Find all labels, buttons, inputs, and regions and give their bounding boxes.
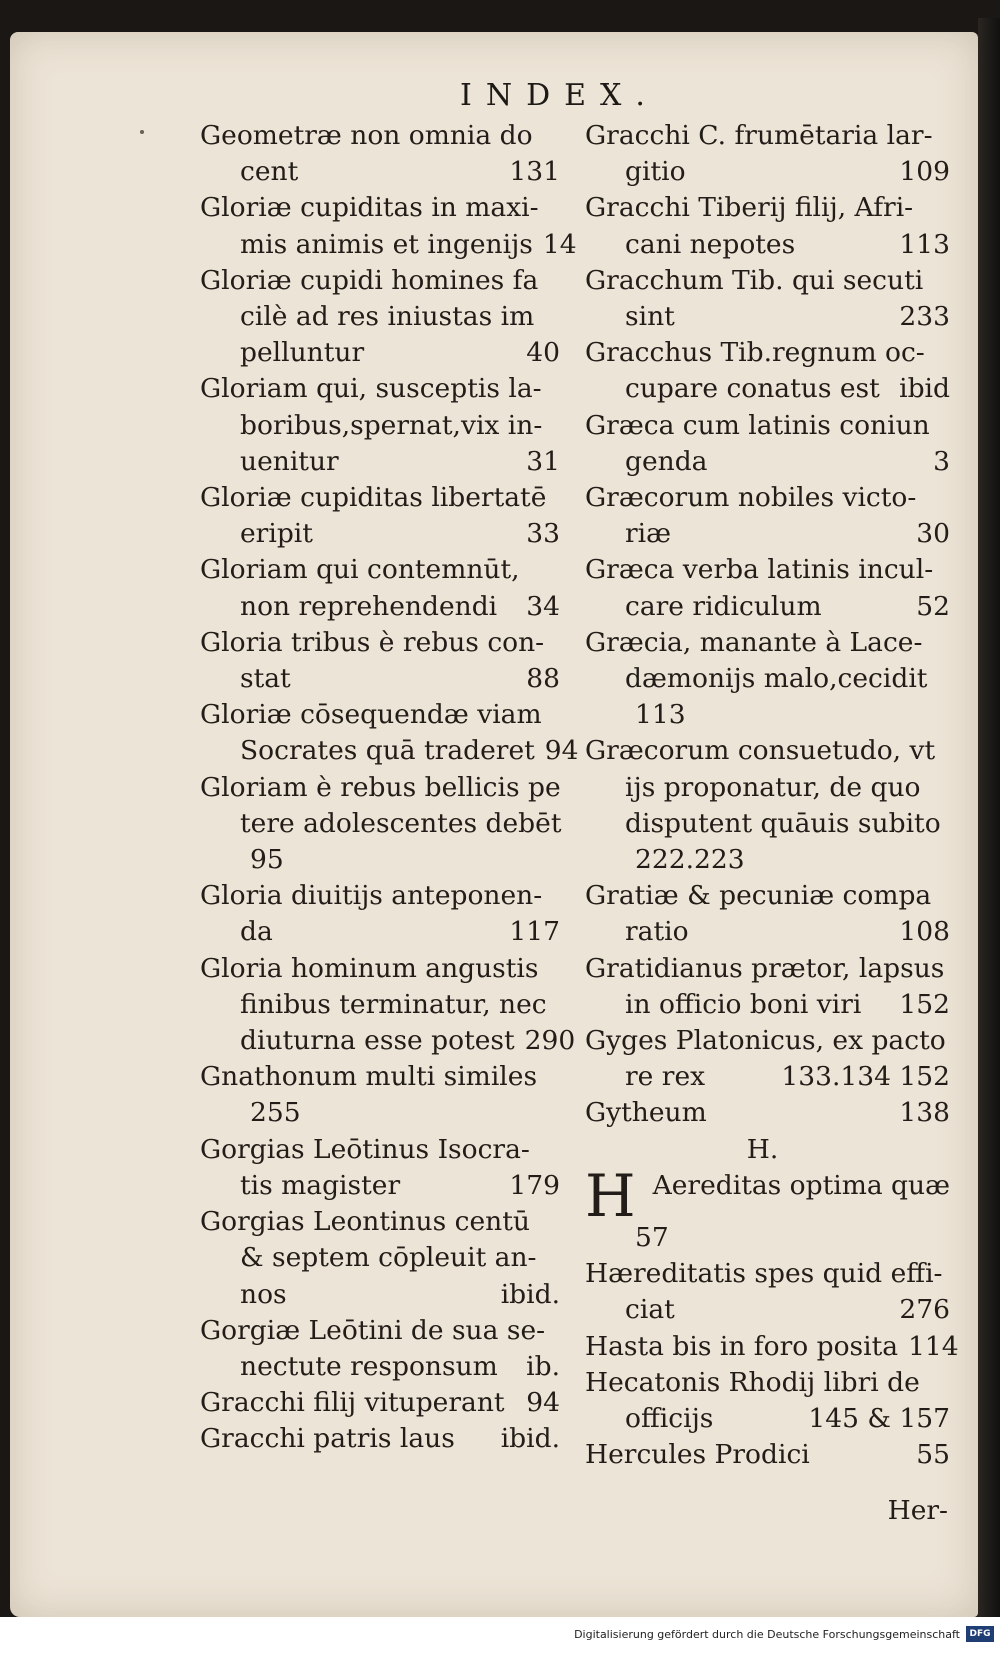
entry-text: cent	[240, 156, 299, 188]
page-reference: 255	[250, 1097, 301, 1129]
entry-text: ijs proponatur, de quo	[625, 771, 921, 803]
entry-text: Gnathonum multi similes	[200, 1061, 538, 1093]
page-reference: 109	[899, 156, 950, 188]
page-reference: 14	[542, 228, 577, 260]
entry-headword	[200, 118, 560, 154]
index-entry	[585, 1329, 959, 1365]
index-entry	[200, 190, 577, 262]
page-reference: 276	[899, 1294, 950, 1326]
entry-text: officijs	[625, 1402, 714, 1434]
entry-headword	[585, 625, 950, 661]
entry-headword	[200, 1204, 560, 1240]
entry-text: Græcia, manante à Lace-	[585, 626, 923, 658]
entry-text: Gracchi Tiberij filij, Afri-	[585, 192, 914, 224]
index-entry	[200, 118, 560, 190]
entry-headword	[200, 1059, 560, 1095]
index-entry	[200, 1421, 560, 1457]
entry-continuation	[585, 987, 950, 1023]
drop-capital: H	[585, 1161, 636, 1230]
index-entry	[200, 625, 560, 697]
page-reference: 40	[526, 337, 560, 369]
page-reference: 113	[899, 228, 950, 260]
index-entry	[585, 190, 950, 262]
entry-text: ciat	[625, 1294, 675, 1326]
entry-headword	[200, 263, 560, 299]
index-entry	[585, 1161, 950, 1256]
index-entry	[200, 1059, 560, 1131]
page-reference: 290	[524, 1025, 576, 1057]
entry-text: cilè ad res iniustas im	[240, 301, 535, 333]
index-entry	[585, 408, 950, 480]
entry-headword	[200, 1421, 560, 1457]
index-entry	[200, 878, 560, 950]
entry-headword	[585, 263, 950, 299]
entry-continuation	[585, 589, 950, 625]
page-reference: 113	[635, 699, 686, 731]
entry-continuation	[585, 661, 950, 697]
entry-text: Gloria tribus è rebus con-	[200, 626, 545, 658]
index-entry	[200, 951, 576, 1060]
index-entry	[200, 1132, 560, 1204]
entry-continuation	[585, 154, 950, 190]
index-entry	[585, 1132, 950, 1168]
entry-headword	[585, 733, 950, 769]
entry-headword	[200, 552, 560, 588]
entry-text: Hæreditatis spes quid effi-	[585, 1258, 943, 1290]
entry-headword	[585, 480, 950, 516]
entry-continuation	[585, 697, 950, 733]
page-reference: 57	[635, 1221, 669, 1253]
index-entry	[585, 1365, 950, 1437]
entry-continuation	[585, 227, 950, 263]
entry-headword	[200, 480, 560, 516]
entry-continuation	[200, 516, 560, 552]
entry-text: Gloriæ cupidi homines fa	[200, 264, 539, 296]
index-entry	[200, 1385, 560, 1421]
entry-text: Socrates quā traderet	[240, 735, 535, 767]
ink-smudge	[140, 130, 144, 134]
entry-text: Gloria hominum angustis	[200, 952, 539, 984]
entry-text: mis animis et ingenijs	[240, 228, 533, 260]
entry-headword	[200, 1385, 560, 1421]
index-entry	[200, 371, 560, 480]
entry-text: Gloriam è rebus bellicis pe	[200, 771, 561, 803]
entry-text: ratio	[625, 916, 689, 948]
page-reference: 138	[899, 1097, 950, 1129]
page-reference: 55	[916, 1439, 950, 1471]
index-entry	[585, 733, 950, 878]
entry-text: Geometræ non omnia do	[200, 120, 533, 151]
page-reference: ibid.	[500, 1423, 560, 1455]
index-entry	[585, 552, 950, 624]
page-reference: ibid.	[500, 1278, 560, 1310]
entry-text: Hecatonis Rhodij libri de	[585, 1366, 920, 1398]
entry-continuation	[200, 589, 560, 625]
entry-text: non reprehendendi	[240, 590, 498, 622]
page-reference: 30	[916, 518, 950, 550]
page-reference: 3	[933, 445, 950, 477]
page-reference: 94	[544, 735, 579, 767]
index-entry	[585, 1023, 950, 1095]
entry-headword	[585, 335, 950, 371]
entry-text: Gorgias Leontinus centū	[200, 1206, 530, 1238]
page-reference: 117	[509, 916, 560, 948]
entry-text: Gytheum	[585, 1097, 707, 1129]
entry-text: Gloriæ cōsequendæ viam	[200, 699, 542, 731]
index-entry	[585, 263, 950, 335]
entry-text: Græcorum consuetudo, vt	[585, 735, 936, 767]
entry-headword	[585, 951, 950, 987]
index-entry	[200, 770, 560, 879]
entry-text: da	[240, 916, 273, 948]
entry-text: Gracchi filij vituperant	[200, 1387, 505, 1419]
entry-text: Gloriæ cupiditas libertatē	[200, 482, 547, 514]
entry-headword	[585, 878, 950, 914]
index-entry	[585, 951, 950, 1023]
footer-bar	[0, 1617, 1000, 1655]
entry-continuation	[585, 299, 950, 335]
entry-text: tere adolescentes debēt	[240, 807, 562, 839]
entry-text: boribus,spernat,vix in-	[240, 409, 543, 441]
entry-text: eripit	[240, 518, 313, 550]
entry-text: finibus terminatur, nec	[240, 988, 547, 1020]
entry-continuation	[585, 770, 950, 806]
entry-headword	[200, 625, 560, 661]
page-reference: 233	[899, 301, 950, 333]
entry-text: pelluntur	[240, 337, 365, 369]
page-reference: 133.134 152	[781, 1061, 950, 1093]
index-column-right	[585, 118, 959, 1473]
page-reference: 222.223	[635, 844, 745, 876]
catchword: Her-	[887, 1495, 948, 1526]
entry-headword	[585, 1329, 959, 1365]
entry-text: dæmonijs malo,cecidit	[625, 663, 928, 695]
entry-text: Gracchum Tib. qui secuti	[585, 264, 924, 296]
entry-text: care ridiculum	[625, 590, 822, 622]
entry-continuation	[585, 842, 950, 878]
page-reference: 94	[526, 1387, 560, 1419]
entry-headword	[585, 1095, 950, 1131]
entry-continuation	[200, 914, 560, 950]
page-reference: 108	[899, 916, 950, 948]
index-entry	[200, 1204, 560, 1313]
index-column-left	[200, 118, 579, 1458]
entry-text: re rex	[625, 1061, 706, 1093]
entry-text: genda	[625, 445, 708, 477]
entry-text: Gloriam qui contemnūt,	[200, 554, 520, 586]
page-reference: 33	[526, 518, 560, 550]
entry-continuation	[200, 444, 560, 480]
entry-text: riæ	[625, 518, 672, 550]
entry-text: Gloria diuitijs anteponen-	[200, 880, 543, 912]
index-entry	[585, 480, 950, 552]
page-reference: 52	[916, 590, 950, 622]
page-reference: 152	[899, 988, 950, 1020]
entry-continuation	[200, 806, 560, 842]
index-entry	[585, 878, 950, 950]
entry-continuation	[585, 914, 950, 950]
book-edge	[978, 18, 1000, 1618]
entry-headword	[200, 1313, 560, 1349]
entry-text: disputent quāuis subito	[625, 807, 941, 839]
dfg-logo: DFG	[966, 1626, 994, 1642]
entry-headword	[200, 190, 560, 226]
entry-continuation	[200, 1095, 560, 1131]
entry-headword	[200, 878, 560, 914]
page-reference: 145 & 157	[808, 1402, 950, 1434]
page-reference: ib.	[526, 1350, 560, 1382]
entry-continuation	[585, 1401, 950, 1437]
entry-text: Gyges Platonicus, ex pacto	[585, 1025, 946, 1057]
entry-continuation	[200, 227, 577, 263]
entry-headword	[200, 697, 560, 733]
entry-continuation	[585, 371, 950, 407]
index-entry	[200, 697, 579, 769]
entry-continuation	[200, 661, 560, 697]
entry-continuation	[585, 806, 950, 842]
entry-text: nos	[240, 1278, 287, 1310]
entry-continuation	[585, 1292, 950, 1328]
entry-text: diuturna esse potest	[240, 1025, 515, 1057]
index-entry	[200, 1313, 560, 1385]
footer-credit: Digitalisierung gefördert durch die Deutsche Forschungsgemeinschaft	[574, 1628, 960, 1641]
entry-text: Gratidianus prætor, lapsus	[585, 952, 945, 984]
entry-text: Gracchus Tib.regnum oc-	[585, 337, 925, 369]
entry-continuation	[200, 733, 579, 769]
entry-headword	[585, 1365, 950, 1401]
entry-headword	[200, 951, 560, 987]
entry-continuation	[200, 299, 560, 335]
page-reference: 31	[526, 445, 560, 477]
entry-continuation	[200, 1349, 560, 1385]
entry-continuation	[200, 154, 560, 190]
entry-text: uenitur	[240, 445, 339, 477]
entry-text: stat	[240, 663, 291, 695]
index-entry	[200, 480, 560, 552]
entry-headword	[200, 371, 560, 407]
entry-text: Græca cum latinis coniun	[585, 409, 930, 441]
entry-text: sint	[625, 301, 675, 333]
entry-text: Gracchi patris laus	[200, 1423, 455, 1455]
entry-continuation	[585, 444, 950, 480]
entry-text: Aereditas optima quæ	[652, 1169, 950, 1201]
entry-text: & septem cōpleuit an-	[240, 1242, 537, 1274]
entry-continuation	[585, 1220, 950, 1256]
index-entry	[200, 263, 560, 372]
page-reference: 34	[526, 590, 560, 622]
entry-text: Gloriam qui, susceptis la-	[200, 373, 542, 405]
entry-text: tis magister	[240, 1169, 401, 1201]
entry-continuation	[200, 1023, 576, 1059]
entry-text: Gratiæ & pecuniæ compa	[585, 880, 932, 912]
index-entry	[585, 1095, 950, 1131]
index-entry	[585, 625, 950, 734]
entry-continuation	[200, 1168, 560, 1204]
entry-text: nectute responsum	[240, 1350, 498, 1382]
entry-continuation	[200, 987, 560, 1023]
entry-text: Gorgiæ Leōtini de sua se-	[200, 1314, 546, 1346]
entry-text: cupare conatus est	[625, 373, 880, 405]
page-reference: 95	[250, 844, 284, 876]
entry-text: Hercules Prodici	[585, 1439, 810, 1471]
page-header: INDEX.	[460, 78, 659, 113]
entry-headword	[585, 1256, 950, 1292]
entry-headword	[585, 118, 950, 154]
index-entry	[585, 335, 950, 407]
page-reference: 179	[509, 1169, 560, 1201]
entry-continuation	[200, 335, 560, 371]
entry-headword	[585, 552, 950, 588]
page-reference: 114	[908, 1330, 959, 1362]
section-letter: H.	[746, 1133, 779, 1165]
entry-headword	[585, 408, 950, 444]
entry-continuation	[200, 842, 560, 878]
entry-continuation	[585, 1059, 950, 1095]
entry-continuation	[200, 1240, 560, 1276]
entry-text: in officio boni viri	[625, 988, 862, 1020]
entry-text: Gracchi C. frumētaria lar-	[585, 120, 933, 151]
entry-headword	[585, 1437, 950, 1473]
page-reference: ibid	[899, 373, 950, 405]
entry-text: Græca verba latinis incul-	[585, 554, 934, 586]
entry-continuation	[585, 516, 950, 552]
index-entry	[585, 1256, 950, 1328]
entry-text: cani nepotes	[625, 228, 796, 260]
entry-continuation	[200, 408, 560, 444]
entry-headword	[585, 1023, 950, 1059]
index-entry	[200, 552, 560, 624]
entry-text: Gorgias Leōtinus Isocra-	[200, 1133, 530, 1165]
entry-text: gitio	[625, 156, 686, 188]
entry-headword	[585, 1161, 950, 1230]
entry-text: Græcorum nobiles victo-	[585, 482, 917, 514]
entry-text: Gloriæ cupiditas in maxi-	[200, 192, 539, 224]
entry-headword	[585, 190, 950, 226]
index-entry	[585, 118, 950, 190]
page-reference: 88	[526, 663, 560, 695]
entry-headword	[200, 1132, 560, 1168]
index-entry	[585, 1437, 950, 1473]
entry-headword	[200, 770, 560, 806]
entry-continuation	[200, 1277, 560, 1313]
entry-text: Hasta bis in foro posita	[585, 1330, 899, 1362]
page-reference: 131	[509, 156, 560, 188]
